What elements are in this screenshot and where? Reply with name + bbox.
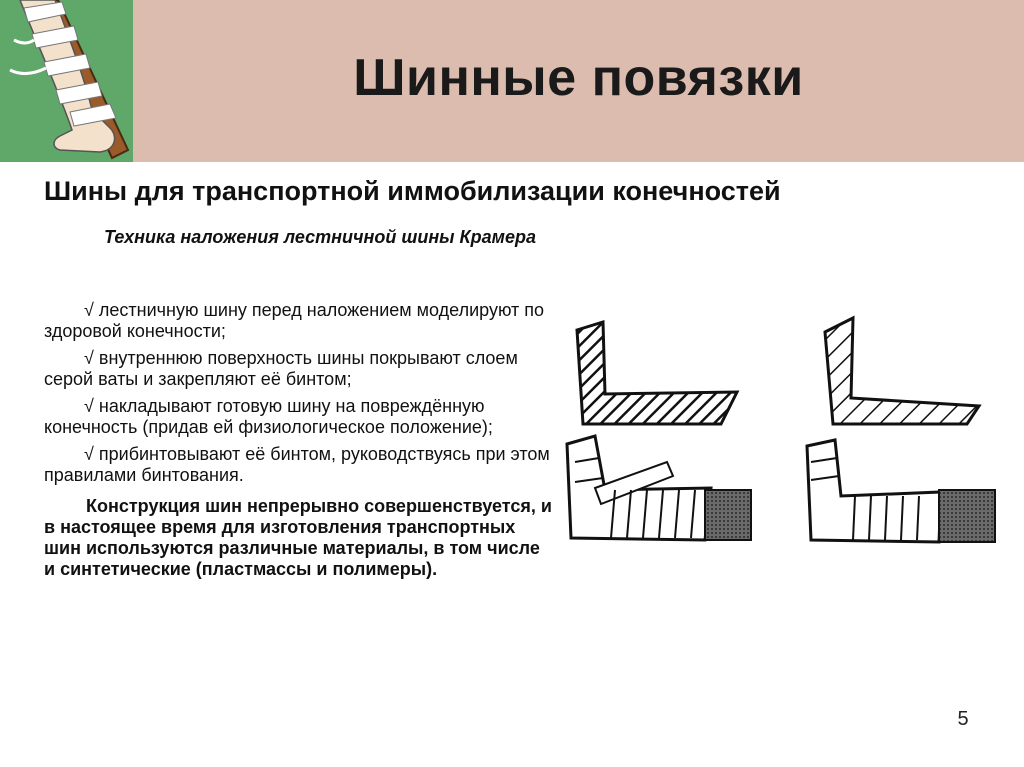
- splint-l-shape-dense: [577, 322, 737, 424]
- body-text: [44, 300, 554, 586]
- list-item: √ внутреннюю поверхность шины покрывают слоем серой ваты и закрепляют её бинтом;: [44, 348, 518, 389]
- splint-illustration: [555, 312, 1005, 552]
- conclusion-paragraph: Конструкция шин непрерывно совершенствуется, и в настоящее время для изготовления транспортных шин используются различные материалы, в том числе и синтетические (пластмассы и полимеры).: [44, 496, 552, 579]
- page-title: Шинные повязки: [353, 49, 804, 107]
- page-number: 5: [957, 708, 969, 730]
- bandaged-splint-right: [807, 440, 995, 542]
- list-item: √ накладывают готовую шину на повреждённую конечность (придав ей физиологическое положение);: [44, 396, 493, 437]
- subtitle: Шины для транспортной иммобилизации конечностей: [44, 176, 781, 206]
- splinted-leg-image: [0, 0, 133, 162]
- list-item: √ прибинтовывают её бинтом, руководствуясь при этом правилами бинтования.: [44, 444, 550, 485]
- bandaged-splint-left: [567, 436, 751, 540]
- splint-l-shape-light: [825, 318, 979, 424]
- list-item: √ лестничную шину перед наложением моделируют по здоровой конечности;: [44, 300, 545, 341]
- section-heading: Техника наложения лестничной шины Крамера: [104, 227, 536, 247]
